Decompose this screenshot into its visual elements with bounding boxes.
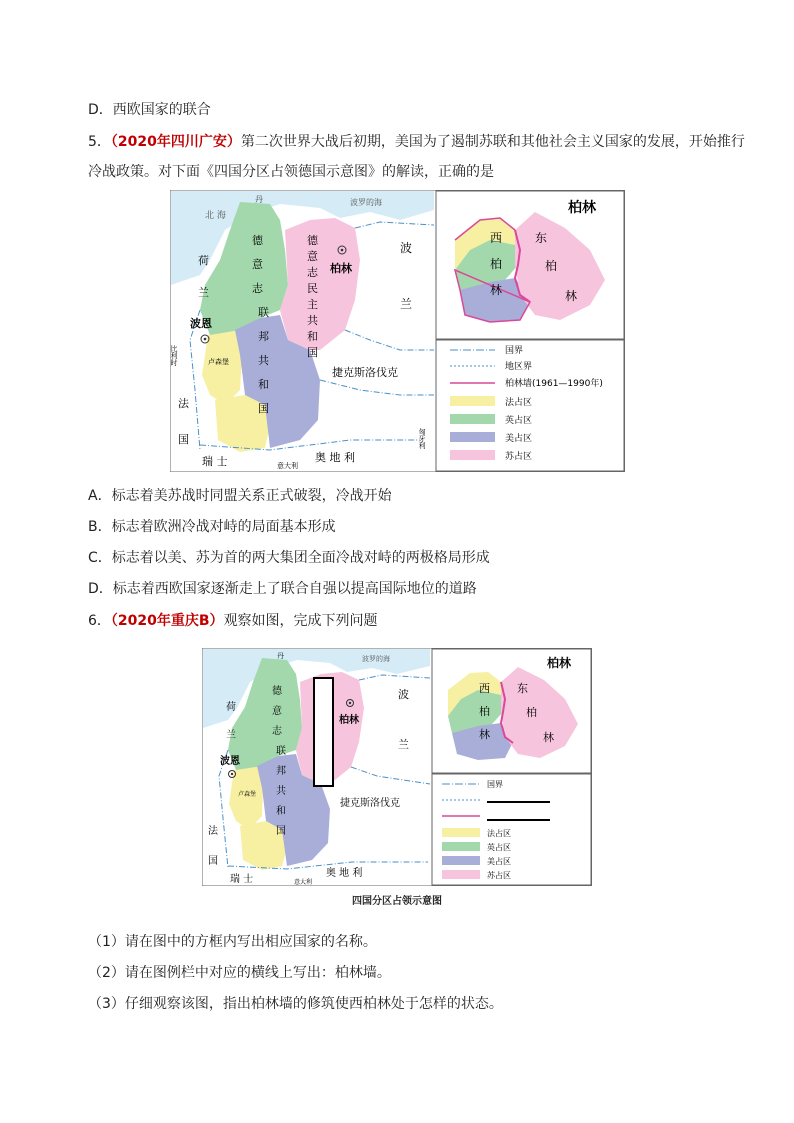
question-6-text: 观察如图，完成下列问题 xyxy=(223,613,378,629)
label-poland-2: 兰 xyxy=(400,297,413,311)
svg-text:志: 志 xyxy=(307,266,318,279)
svg-text:林: 林 xyxy=(490,283,503,297)
svg-text:英占区: 英占区 xyxy=(505,416,533,426)
svg-text:国: 国 xyxy=(307,346,318,359)
svg-text:共: 共 xyxy=(307,314,318,327)
question-6-line xyxy=(88,611,378,631)
svg-text:意: 意 xyxy=(252,258,263,271)
label-hungary: 匈牙利 xyxy=(418,428,426,449)
svg-text:苏占区: 苏占区 xyxy=(487,871,511,880)
label-denmark: 丹 xyxy=(255,195,263,204)
svg-text:和: 和 xyxy=(307,330,318,343)
svg-text:法占区: 法占区 xyxy=(487,829,511,838)
svg-text:邦: 邦 xyxy=(276,766,286,777)
svg-text:卢森堡: 卢森堡 xyxy=(238,791,257,798)
occupation-map-1 xyxy=(170,190,625,472)
label-switzerland: 瑞 士 xyxy=(202,455,228,468)
option-c: C．标志着以美、苏为首的两大集团全面冷战对峙的两极格局形成 xyxy=(88,550,490,566)
svg-text:国: 国 xyxy=(208,856,218,867)
svg-text:捷克斯洛伐克: 捷克斯洛伐克 xyxy=(340,798,400,809)
question-6-source: （2020年重庆B） xyxy=(110,613,224,629)
svg-text:柏: 柏 xyxy=(545,259,558,273)
question-6-number: 6． xyxy=(88,613,111,629)
option-b: B．标志着欧洲冷战对峙的局面基本形成 xyxy=(88,519,336,535)
svg-text:联: 联 xyxy=(276,746,286,757)
label-poland-1: 波 xyxy=(400,241,413,255)
map2-legend xyxy=(432,774,591,885)
svg-text:波罗的海: 波罗的海 xyxy=(362,655,390,663)
question-5-source: （2020年四川广安） xyxy=(110,134,241,150)
inset-west-label xyxy=(490,231,502,297)
label-czech: 捷克斯洛伐克 xyxy=(332,366,398,379)
svg-text:英占区: 英占区 xyxy=(487,843,511,852)
svg-text:意大利: 意大利 xyxy=(294,879,313,886)
map1-legend xyxy=(436,340,624,471)
subquestion-2: （2）请在图例栏中对应的横线上写出：柏林墙。 xyxy=(88,965,391,981)
svg-text:地区界: 地区界 xyxy=(505,362,533,372)
question-5-line2: 冷战政策。对下面《四国分区占领德国示意图》的解读，正确的是 xyxy=(88,164,494,180)
option-a: A．标志着美苏战时同盟关系正式破裂，冷战开始 xyxy=(88,488,392,504)
label-baltic: 波罗的海 xyxy=(350,198,382,207)
label-north-sea: 北 海 xyxy=(205,211,226,221)
svg-text:联: 联 xyxy=(258,306,269,319)
svg-text:柏林: 柏林 xyxy=(547,656,572,670)
svg-text:法占区: 法占区 xyxy=(505,398,533,408)
option-d: D．标志着西欧国家逐渐走上了联合自强以提高国际地位的道路 xyxy=(88,581,477,597)
subquestion-1: （1）请在图中的方框内写出相应国家的名称。 xyxy=(88,934,377,950)
svg-text:志: 志 xyxy=(252,282,263,295)
svg-text:柏林: 柏林 xyxy=(339,715,359,726)
svg-text:丹: 丹 xyxy=(277,652,284,660)
svg-text:国界: 国界 xyxy=(487,780,503,789)
svg-text:波: 波 xyxy=(398,688,409,701)
svg-text:柏: 柏 xyxy=(526,706,537,719)
svg-text:意: 意 xyxy=(272,706,282,717)
svg-text:荷: 荷 xyxy=(226,702,236,713)
svg-text:美占区: 美占区 xyxy=(505,434,533,444)
svg-text:林: 林 xyxy=(479,728,490,741)
svg-text:德: 德 xyxy=(252,234,263,247)
question-5-number: 5． xyxy=(88,134,111,150)
svg-text:国界: 国界 xyxy=(505,346,524,356)
svg-text:东: 东 xyxy=(517,682,528,695)
svg-text:意: 意 xyxy=(307,250,318,263)
label-netherlands-1: 荷 xyxy=(198,254,209,267)
label-bonn: 波恩 xyxy=(190,317,212,330)
option-d-previous: D．西欧国家的联合 xyxy=(88,102,211,118)
svg-text:兰: 兰 xyxy=(226,730,236,741)
svg-text:和: 和 xyxy=(276,806,286,817)
question-5-line1 xyxy=(88,132,745,152)
svg-text:苏占区: 苏占区 xyxy=(505,452,533,462)
berlin-inset xyxy=(436,191,624,339)
svg-text:法: 法 xyxy=(208,826,218,837)
main-map-area xyxy=(170,191,434,471)
svg-text:民: 民 xyxy=(307,282,318,295)
answer-box-country xyxy=(314,678,333,786)
svg-text:西: 西 xyxy=(490,231,503,245)
svg-text:兰: 兰 xyxy=(398,738,409,751)
svg-text:西: 西 xyxy=(479,682,490,695)
svg-text:主: 主 xyxy=(307,298,318,311)
svg-text:国: 国 xyxy=(276,826,286,837)
label-france-2: 国 xyxy=(178,433,189,446)
occupation-map-2 xyxy=(202,648,592,886)
label-luxembourg: 卢森堡 xyxy=(208,358,229,366)
svg-text:德: 德 xyxy=(272,686,282,697)
svg-text:林: 林 xyxy=(543,731,554,744)
svg-text:柏: 柏 xyxy=(490,257,503,271)
svg-text:德: 德 xyxy=(307,234,318,247)
svg-text:柏林墙(1961—1990年): 柏林墙(1961—1990年) xyxy=(505,379,603,389)
svg-text:瑞 士: 瑞 士 xyxy=(230,874,254,885)
question-5-text1: 第二次世界大战后初期，美国为了遏制苏联和其他社会主义国家的发展，开始推行 xyxy=(240,134,745,150)
svg-text:志: 志 xyxy=(272,726,282,737)
label-italy: 意大利 xyxy=(277,462,298,470)
svg-text:奥 地 利: 奥 地 利 xyxy=(326,868,363,879)
svg-text:东: 东 xyxy=(535,231,548,245)
label-netherlands-2: 兰 xyxy=(198,286,209,299)
label-france-1: 法 xyxy=(178,397,189,410)
svg-text:国: 国 xyxy=(258,402,269,415)
subquestion-3: （3）仔细观察该图，指出柏林墙的修筑使西柏林处于怎样的状态。 xyxy=(88,996,503,1012)
svg-text:共: 共 xyxy=(276,786,286,797)
svg-text:波恩: 波恩 xyxy=(220,756,240,767)
label-berlin: 柏林 xyxy=(330,262,352,275)
svg-text:美占区: 美占区 xyxy=(487,857,511,866)
svg-text:林: 林 xyxy=(565,289,578,303)
label-austria: 奥 地 利 xyxy=(315,451,355,464)
svg-text:和: 和 xyxy=(258,378,269,391)
berlin-inset-2 xyxy=(432,649,591,773)
svg-text:共: 共 xyxy=(258,354,269,367)
label-belgium: 比利时 xyxy=(170,345,178,366)
svg-text:柏: 柏 xyxy=(479,705,490,718)
svg-text:邦: 邦 xyxy=(258,330,269,343)
map-2-caption: 四国分区占领示意图 xyxy=(352,896,442,907)
inset-title: 柏林 xyxy=(568,200,596,216)
